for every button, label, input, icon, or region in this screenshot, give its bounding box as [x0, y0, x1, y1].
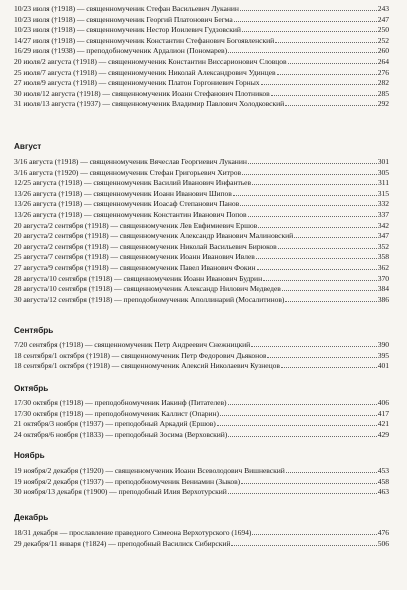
dot-leader — [252, 528, 376, 535]
toc-entry-text: 7/20 сентября (†1918) — священномученик Петр Андреевич Снежницкий — [14, 340, 251, 349]
toc-entry-text: 24 октября/6 ноября (†1833) — преподобный Зосима (Верховский) — [14, 429, 228, 439]
toc-entry-page: 417 — [377, 408, 389, 418]
dot-leader — [258, 221, 377, 228]
dot-leader — [285, 99, 377, 106]
dot-leader — [220, 409, 377, 416]
dot-leader — [288, 57, 377, 64]
toc-entry-text: 12/25 августа (†1918) — священномученик Василий Иванович Инфантьев — [14, 178, 251, 188]
section-title-october: Октябрь — [14, 384, 49, 393]
dot-leader — [233, 189, 377, 196]
toc-entry — [14, 295, 389, 306]
toc-entry — [14, 430, 389, 441]
dot-leader — [261, 78, 377, 85]
toc-entry-text: 18 сентября/1 октября (†1918) — священномученик Алексий Николаевич Кузнецов — [14, 361, 280, 371]
toc-july-tail — [14, 4, 389, 110]
toc-entry-text: 13/26 августа (†1918) — священномученик Константин Иванович Попов — [14, 209, 247, 219]
toc-entry-text: 29 декабря/11 января (†1824) — преподобный Василиск Сибирский — [14, 538, 231, 548]
toc-entry — [14, 99, 389, 110]
toc-entry-page: 301 — [377, 157, 389, 166]
toc-entry-page: 243 — [377, 4, 389, 13]
section-title-december: Декабрь — [14, 513, 49, 522]
toc-entry — [14, 252, 389, 263]
toc-entry-page: 463 — [377, 487, 389, 497]
toc-entry — [14, 477, 389, 488]
toc-entry-text: 17/30 октября (†1918) — преподобномученик Иакинф (Питателев) — [14, 398, 227, 407]
toc-entry-page: 347 — [377, 231, 389, 241]
toc-entry-page: 386 — [377, 294, 389, 304]
toc-entry — [14, 57, 389, 68]
toc-entry-page: 362 — [377, 262, 389, 272]
toc-entry-text: 25 июля/7 августа (†1918) — священномученик Николай Александрович Удинцев — [14, 67, 276, 77]
toc-entry-page: 315 — [377, 188, 389, 198]
toc-entry — [14, 221, 389, 232]
toc-entry-text: 27 июля/9 августа (†1918) — священномученик Платон Горгониевич Горных — [14, 78, 260, 88]
toc-entry-text: 3/16 августа (†1920) — священномученик Стефан Григорьевич Хитров — [14, 167, 242, 177]
toc-entry-text: 30 июля/12 августа (†1918) — священномученик Иоанн Стефанович Плотников — [14, 88, 270, 98]
toc-entry — [14, 168, 389, 179]
toc-entry — [14, 340, 389, 351]
toc-entry-page: 250 — [377, 25, 389, 35]
toc-entry-page: 352 — [377, 241, 389, 251]
toc-entry — [14, 419, 389, 430]
toc-entry — [14, 78, 389, 89]
toc-entry — [14, 242, 389, 253]
toc-entry-page: 264 — [377, 56, 389, 66]
toc-entry — [14, 89, 389, 100]
dot-leader — [251, 340, 377, 347]
toc-entry — [14, 487, 389, 498]
dot-leader — [234, 15, 377, 22]
dot-leader — [228, 487, 377, 494]
toc-entry-page: 453 — [377, 466, 389, 475]
toc-entry-text: 19 ноября/2 декабря (†1920) — священномученик Иоанн Всеволодович Вишневский — [14, 466, 285, 475]
toc-entry-page: 506 — [377, 538, 389, 548]
toc-section-october — [14, 398, 389, 440]
toc-entry-text: 13/26 августа (†1918) — священномученик Иоанн Иванович Шипов — [14, 188, 232, 198]
dot-leader — [286, 466, 377, 473]
toc-entry-page: 390 — [377, 340, 389, 349]
toc-entry-text: 28 августа/10 сентября (†1918) — священномученик Александр Нилович Медведев — [14, 284, 281, 294]
dot-leader — [267, 351, 376, 358]
toc-entry-text: 18/31 декабря — прославление праведного Симеона Верхотурского (1694) — [14, 528, 252, 537]
dot-leader — [228, 46, 377, 53]
toc-entry — [14, 46, 389, 57]
toc-entry — [14, 178, 389, 189]
dot-leader — [228, 398, 377, 405]
toc-entry-page: 401 — [377, 361, 389, 371]
toc-entry-page: 292 — [377, 99, 389, 109]
section-title-september: Сентябрь — [14, 326, 54, 335]
toc-entry-page: 406 — [377, 398, 389, 407]
toc-entry-text: 30 ноября/13 декабря (†1900) — преподобный Илия Верхотурский — [14, 487, 227, 497]
toc-entry — [14, 539, 389, 550]
toc-entry-page: 305 — [377, 167, 389, 177]
toc-section-september — [14, 340, 389, 372]
toc-entry-text: 30 августа/12 сентября (†1918) — преподобномученик Аполлинарий (Мосалитинов) — [14, 294, 285, 304]
section-title-august: Август — [14, 142, 42, 151]
toc-entry — [14, 284, 389, 295]
toc-entry-page: 370 — [377, 273, 389, 283]
toc-entry — [14, 263, 389, 274]
toc-entry-page: 476 — [377, 528, 389, 537]
toc-entry-page: 285 — [377, 88, 389, 98]
dot-leader — [271, 89, 377, 96]
toc-entry-text: 14/27 июля (†1918) — священномученик Константин Стефанович Богоявленский — [14, 35, 275, 45]
dot-leader — [278, 242, 377, 249]
toc-entry-text: 27 августа/9 сентября (†1918) — священномученик Павел Иванович Фокин — [14, 262, 256, 272]
toc-entry — [14, 528, 389, 539]
toc-entry-text: 21 октября/3 ноября (†1937) — преподобный Аркадий (Ершов) — [14, 419, 216, 429]
toc-entry-page: 247 — [377, 14, 389, 24]
toc-entry-text: 10/23 июля (†1918) — священномученик Стефан Васильевич Луканин — [14, 4, 239, 13]
dot-leader — [294, 231, 377, 238]
toc-section-december — [14, 528, 389, 549]
dot-leader — [277, 68, 377, 75]
toc-entry-text: 16/29 июля (†1938) — преподобномученик Ардалион (Пономарев) — [14, 46, 228, 56]
toc-entry — [14, 398, 389, 409]
toc-entry-page: 282 — [377, 78, 389, 88]
dot-leader — [242, 168, 377, 175]
dot-leader — [275, 36, 377, 43]
dot-leader — [231, 539, 376, 546]
toc-entry — [14, 15, 389, 26]
toc-entry-text: 20 июля/2 августа (†1918) — священномученик Константин Виссарионович Словцов — [14, 56, 287, 66]
toc-entry-text: 10/23 июля (†1918) — священномученик Нестор Иоилевич Гудзовский — [14, 25, 241, 35]
toc-entry-text: 10/23 июля (†1918) — священномученик Георгий Платонович Бегма — [14, 14, 233, 24]
toc-entry-text: 19 ноября/2 декабря (†1937) — преподобномученик Вениамин (Зыков) — [14, 476, 241, 486]
dot-leader — [248, 210, 377, 217]
dot-leader — [240, 4, 377, 11]
toc-entry-page: 384 — [377, 284, 389, 294]
toc-entry-text: 18 сентября/1 октября (†1918) — священномученик Петр Федорович Дьяконов — [14, 350, 267, 360]
dot-leader — [282, 284, 377, 291]
dot-leader — [285, 295, 376, 302]
toc-entry-text: 20 августа/2 сентября (†1918) — священномученик Александр Иванович Малиновский — [14, 231, 294, 241]
dot-leader — [240, 199, 377, 206]
toc-section-august — [14, 157, 389, 305]
dot-leader — [257, 263, 377, 270]
toc-entry — [14, 466, 389, 477]
toc-entry — [14, 68, 389, 79]
toc-entry — [14, 25, 389, 36]
dot-leader — [256, 252, 377, 259]
toc-entry-text: 28 августа/10 сентября (†1918) — священномученик Иоанн Иванович Будрин — [14, 273, 263, 283]
toc-entry — [14, 157, 389, 168]
dot-leader — [217, 419, 377, 426]
toc-entry-page: 311 — [378, 178, 389, 188]
toc-entry-page: 337 — [377, 209, 389, 219]
toc-entry-page: 458 — [377, 476, 389, 486]
toc-entry-text: 3/16 августа (†1918) — священномученик Вячеслав Георгиевич Луканин — [14, 157, 247, 166]
toc-entry — [14, 351, 389, 362]
toc-entry — [14, 274, 389, 285]
toc-entry-text: 20 августа/2 сентября (†1918) — священномученик Николай Васильевич Бирюков — [14, 241, 277, 251]
toc-entry-text: 25 августа/7 сентября (†1918) — священномученик Иоанн Иванович Ивлев — [14, 252, 255, 262]
dot-leader — [228, 430, 376, 437]
toc-entry — [14, 231, 389, 242]
toc-entry-page: 342 — [377, 220, 389, 230]
dot-leader — [252, 178, 377, 185]
dot-leader — [281, 361, 377, 368]
toc-section-november — [14, 466, 389, 498]
section-title-november: Ноябрь — [14, 451, 45, 460]
dot-leader — [263, 274, 377, 281]
toc-entry-text: 20 августа/2 сентября (†1918) — священномученик Лев Евфимиевич Ершов — [14, 220, 258, 230]
toc-entry-page: 260 — [377, 46, 389, 56]
toc-entry — [14, 4, 389, 15]
toc-entry-text: 31 июля/13 августа (†1937) — священномученик Владимир Павлович Холодковский — [14, 99, 285, 109]
toc-entry — [14, 409, 389, 420]
toc-entry — [14, 189, 389, 200]
toc-entry-page: 252 — [377, 35, 389, 45]
toc-entry — [14, 210, 389, 221]
dot-leader — [242, 25, 377, 32]
toc-entry-text: 17/30 октября (†1918) — преподобномученик Каллист (Опарин) — [14, 408, 220, 418]
toc-entry-page: 358 — [377, 252, 389, 262]
toc-entry-page: 429 — [377, 429, 389, 439]
toc-entry-text: 13/26 августа (†1918) — священномученик Иоасаф Степанович Панов — [14, 199, 240, 209]
toc-entry-page: 332 — [377, 199, 389, 209]
toc-entry-page: 276 — [377, 67, 389, 77]
dot-leader — [248, 157, 377, 164]
dot-leader — [241, 477, 377, 484]
toc-entry-page: 395 — [377, 350, 389, 360]
toc-entry — [14, 361, 389, 372]
toc-entry — [14, 199, 389, 210]
toc-entry — [14, 36, 389, 47]
toc-entry-page: 421 — [377, 419, 389, 429]
